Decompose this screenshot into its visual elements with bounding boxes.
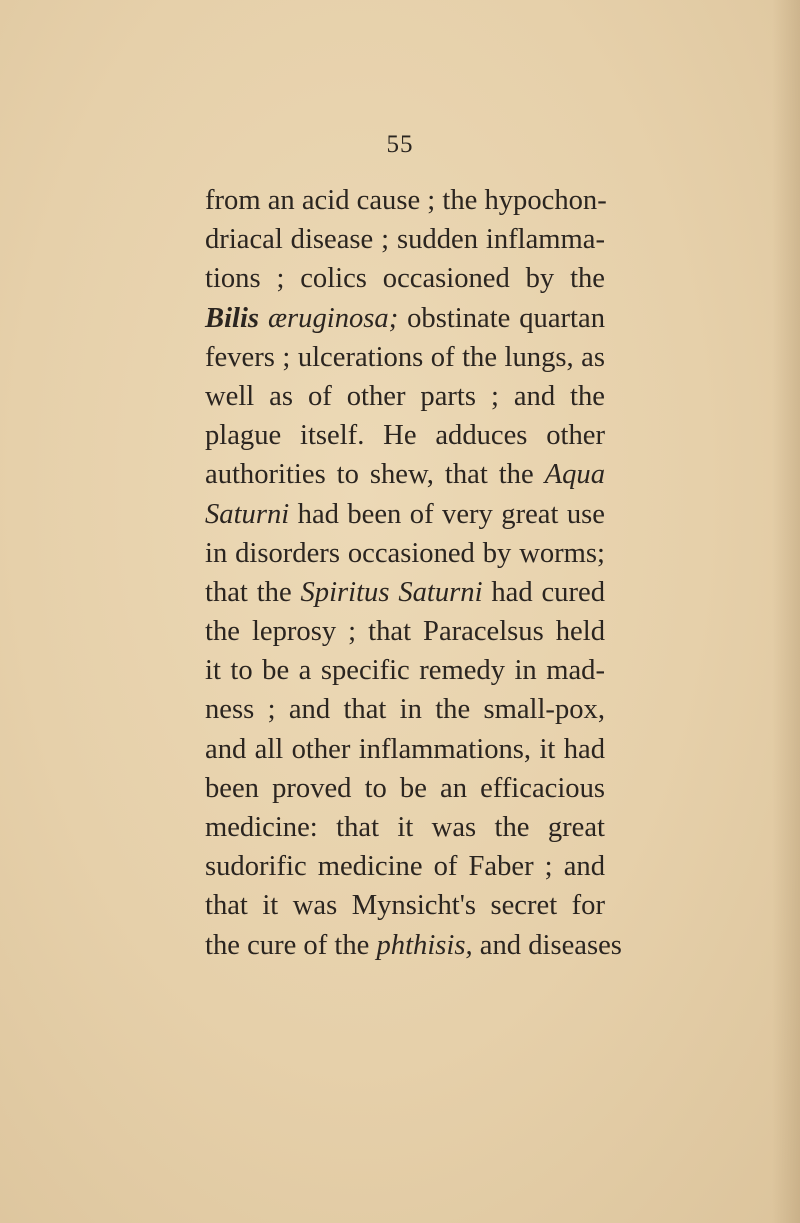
text-line <box>205 299 605 338</box>
text-segment: sudorific medicine of Faber ; and <box>205 851 605 883</box>
text-line <box>205 612 605 651</box>
text-segment: driacal disease ; sudden inflamma- <box>205 224 605 256</box>
text-segment: in disorders occasioned by worms; <box>205 537 605 569</box>
text-segment: from an acid cause ; the hypochon- <box>205 185 607 216</box>
italic-term: Saturni <box>205 498 290 530</box>
text-line <box>205 495 605 534</box>
italic-term: æruginosa; <box>267 302 399 334</box>
text-line <box>205 534 605 573</box>
text-segment: been proved to be an efficacious <box>205 772 605 804</box>
text-line <box>205 886 605 925</box>
text-segment: and diseases <box>472 929 622 961</box>
text-line <box>205 181 605 220</box>
text-segment: that the <box>205 576 301 608</box>
text-line <box>205 808 605 847</box>
text-line <box>205 416 605 455</box>
text-line <box>205 926 622 965</box>
text-segment: ness ; and that in the small-pox, <box>205 694 605 726</box>
text-line <box>205 847 605 886</box>
text-line <box>205 377 605 416</box>
text-segment: obstinate quartan <box>398 302 605 334</box>
text-segment: the leprosy ; that Paracelsus held <box>205 616 605 648</box>
italic-term: Aqua <box>544 459 605 491</box>
text-segment: fevers ; ulcerations of the lungs, as <box>205 341 605 373</box>
text-line <box>205 573 605 612</box>
text-segment <box>259 303 268 334</box>
text-segment: and all other inflammations, it had <box>205 733 605 765</box>
text-segment: that it was Mynsicht's secret for <box>205 890 605 922</box>
text-line <box>205 455 605 494</box>
text-line <box>205 259 605 298</box>
italic-term: phthisis, <box>376 929 473 961</box>
text-segment: had cured <box>482 576 605 608</box>
text-segment: plague itself. He adduces other <box>205 420 605 452</box>
text-segment: tions ; colics occasioned by the <box>205 263 605 295</box>
italic-term: Spiritus Saturni <box>300 576 483 608</box>
text-segment: the cure of the <box>205 929 377 961</box>
text-line <box>205 338 605 377</box>
text-segment: medicine: that it was the great <box>205 812 605 843</box>
text-line <box>205 220 605 259</box>
italic-term: Bilis <box>205 302 260 334</box>
text-line <box>205 690 605 729</box>
page-number: 55 <box>386 131 414 158</box>
text-segment: it to be a specific remedy in mad- <box>205 655 605 687</box>
text-segment: well as of other parts ; and the <box>205 380 605 412</box>
page-edge-shadow <box>772 0 800 1223</box>
text-line <box>205 769 605 808</box>
text-line <box>205 651 605 690</box>
text-line <box>205 730 605 769</box>
text-segment: authorities to shew, that the <box>205 459 545 491</box>
body-text <box>205 181 622 965</box>
text-segment: had been of very great use <box>289 498 605 530</box>
